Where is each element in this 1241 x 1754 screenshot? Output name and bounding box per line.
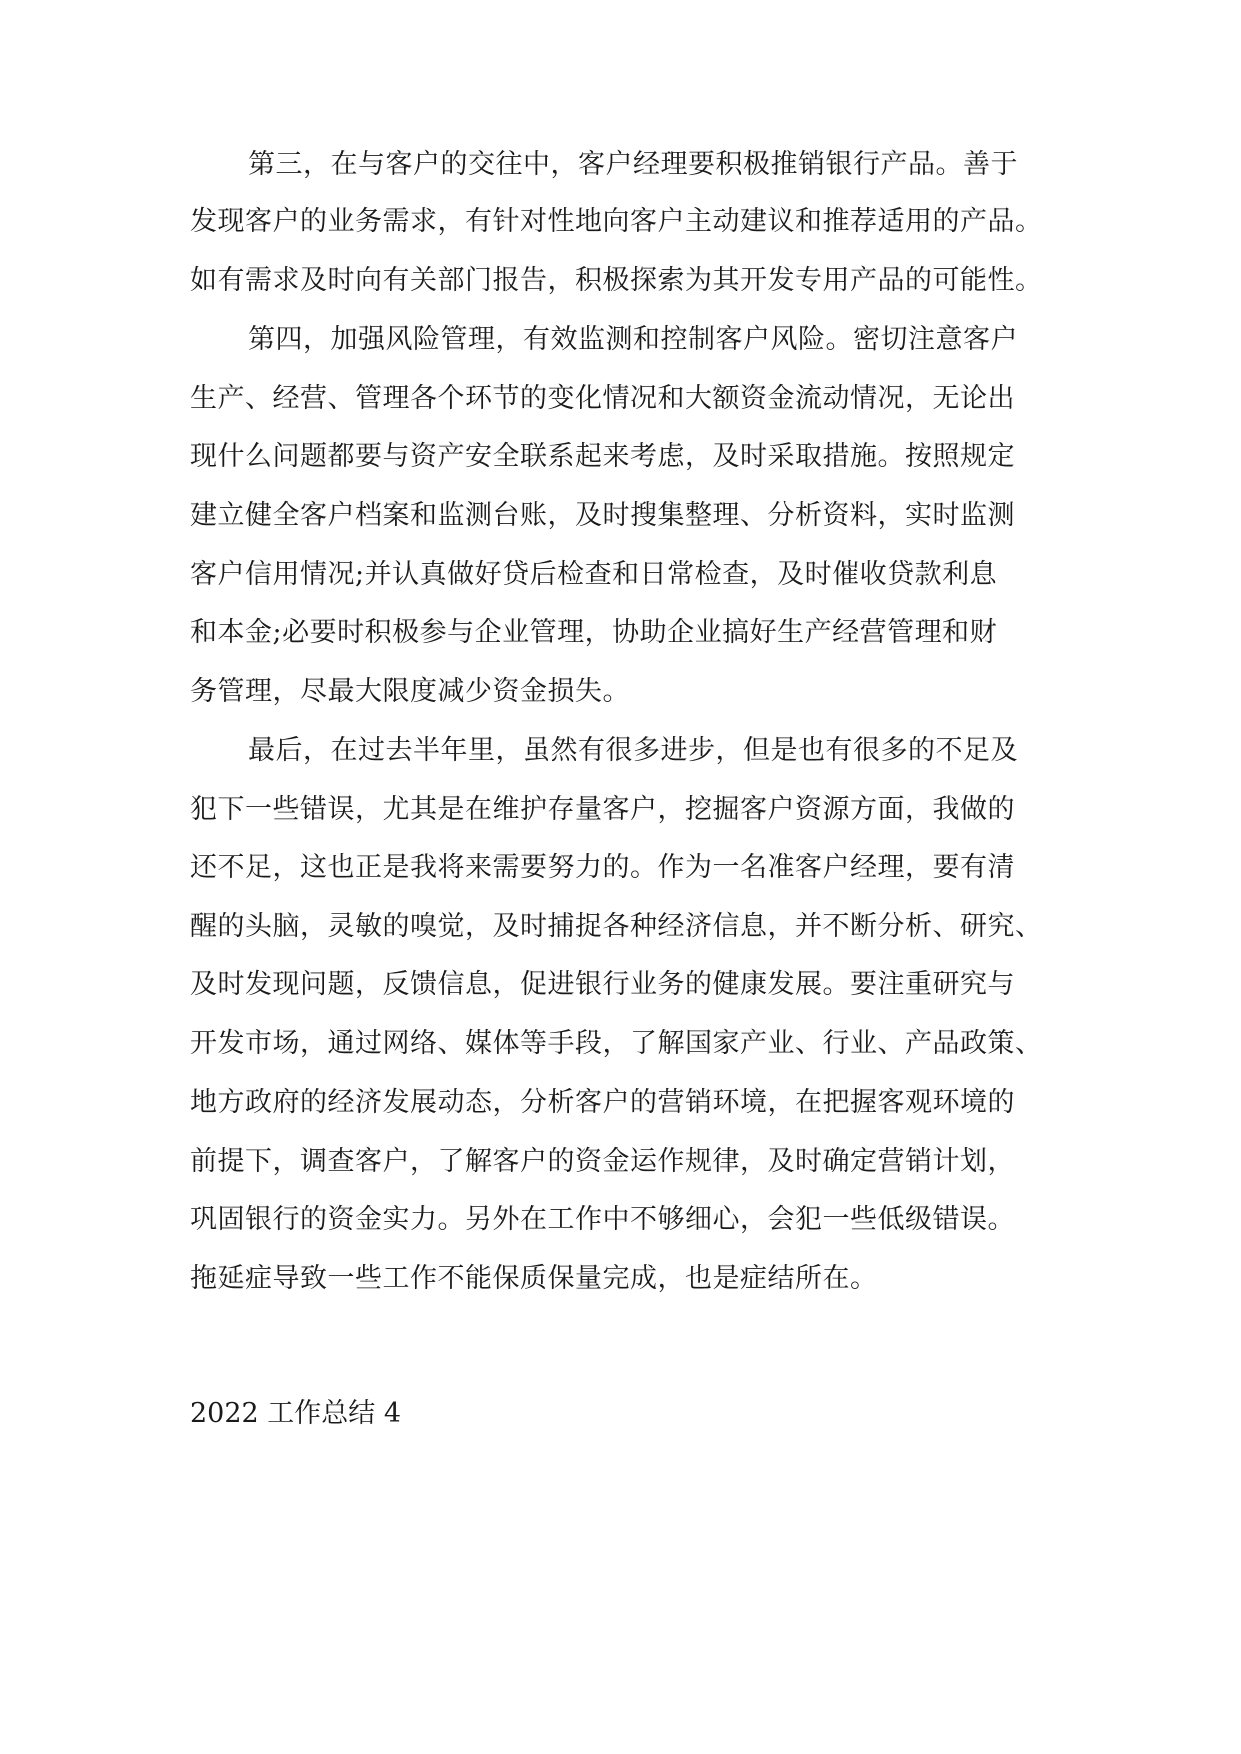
paragraph-2-line-1: 第四，加强风险管理，有效监测和控制客户风险。密切注意客户 xyxy=(248,324,1018,355)
paragraph-2-line-5: 客户信用情况;并认真做好贷后检查和日常检查，及时催收贷款利息 xyxy=(190,559,998,590)
paragraph-2-line-2: 生产、经营、管理各个环节的变化情况和大额资金流动情况，无论出 xyxy=(190,383,1015,414)
paragraph-2-line-4: 建立健全客户档案和监测台账，及时搜集整理、分析资料，实时监测 xyxy=(190,500,1015,531)
paragraph-3-line-5: 及时发现问题，反馈信息，促进银行业务的健康发展。要注重研究与 xyxy=(190,969,1015,1000)
paragraph-3-line-7: 地方政府的经济发展动态，分析客户的营销环境，在把握客观环境的 xyxy=(190,1087,1015,1118)
paragraph-3-line-4: 醒的头脑，灵敏的嗅觉，及时捕捉各种经济信息，并不断分析、研究、 xyxy=(190,911,1043,942)
paragraph-3-line-8: 前提下，调查客户，了解客户的资金运作规律，及时确定营销计划， xyxy=(190,1146,1015,1177)
paragraph-3-line-6: 开发市场，通过网络、媒体等手段，了解国家产业、行业、产品政策、 xyxy=(190,1028,1043,1059)
paragraph-2-line-7: 务管理，尽最大限度减少资金损失。 xyxy=(190,676,630,707)
paragraph-3-line-3: 还不足，这也正是我将来需要努力的。作为一名准客户经理，要有清 xyxy=(190,852,1015,883)
paragraph-3-line-9: 巩固银行的资金实力。另外在工作中不够细心，会犯一些低级错误。 xyxy=(190,1204,1015,1235)
section-heading: 2022 工作总结 4 xyxy=(190,1398,402,1429)
paragraph-2-line-3: 现什么问题都要与资产安全联系起来考虑，及时采取措施。按照规定 xyxy=(190,441,1015,472)
paragraph-3-line-1: 最后，在过去半年里，虽然有很多进步，但是也有很多的不足及 xyxy=(248,735,1018,766)
paragraph-3-line-10: 拖延症导致一些工作不能保质保量完成，也是症结所在。 xyxy=(190,1263,878,1294)
paragraph-3-line-2: 犯下一些错误，尤其是在维护存量客户，挖掘客户资源方面，我做的 xyxy=(190,794,1015,825)
paragraph-1-line-3: 如有需求及时向有关部门报告，积极探索为其开发专用产品的可能性。 xyxy=(190,265,1043,296)
paragraph-2-line-6: 和本金;必要时积极参与企业管理，协助企业搞好生产经营管理和财 xyxy=(190,617,998,648)
paragraph-1-line-2: 发现客户的业务需求，有针对性地向客户主动建议和推荐适用的产品。 xyxy=(190,206,1043,237)
paragraph-1-line-1: 第三，在与客户的交往中，客户经理要积极推销银行产品。善于 xyxy=(248,149,1018,180)
